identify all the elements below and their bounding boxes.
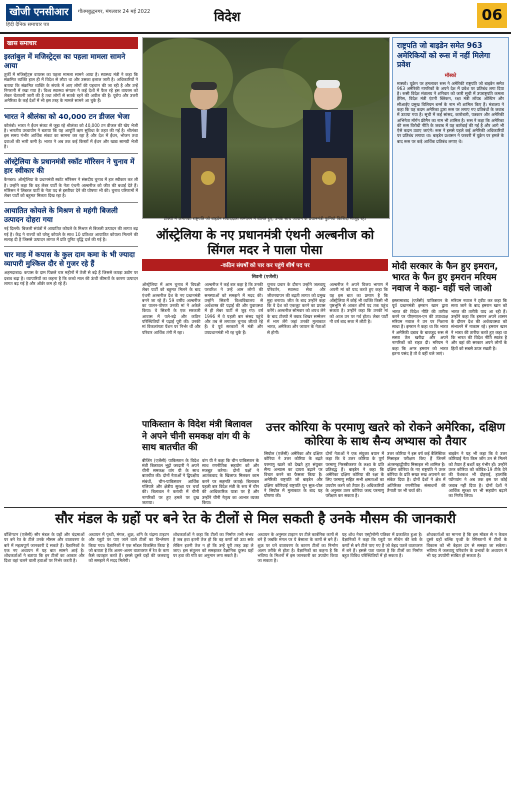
- brief-item: [4, 250, 138, 286]
- divider: [4, 507, 507, 508]
- story-column: यह शोध नेचर एस्ट्रोनॉमी पत्रिका में प्रकाशित हुआ है। वैज्ञानिकों ने कहा कि प्लूटो पर मीथेन की बर्फ के कणों से बने टीले पाए गए हैं जो बेहद पतले वातावरण में बने हैं। इससे पता चलता है कि टीलों का निर्माण बहुत विविध परिस्थितियों में हो सकता है।: [342, 532, 423, 559]
- lead-column: चुनाव प्रचार के दौरान उन्होंने जलवायु परिवर्तन, स्वास्थ्य सेवा और जीवनयापन की बढ़ती लागत को प्रमुख मुद्दा बनाया। जीत के बाद उन्होंने कहा कि वे देश को एकजुट करने का प्रयास करेंगे। अल्बनीज सोमवार को शपथ लेने के बाद टोक्यो में क्वाड शिखर सम्मेलन में भाग लेंगे जहां उनकी मुलाकात भारत, अमेरिका और जापान के नेताओं से होगी।: [267, 282, 326, 335]
- lead-headline: ऑस्ट्रेलिया के नए प्रधानमंत्री एंथनी अल्बनीज को सिंगल मदर ने पाला पोसा: [156, 227, 374, 257]
- brief-text: अहमदाबाद। कपास के दाम पिछले चार महीनों में तेजी से बढ़े हैं जिससे कपड़ा उद्योग पर दबाव बढ़ा है। व्यापारियों का कहना है कि कच्चे माल की ऊंची कीमतों के कारण उत्पादन लागत बढ़ गई है और ऑर्डर कम हो रहे हैं।: [4, 270, 138, 286]
- story-sand-dunes: [4, 511, 507, 564]
- sidebar-headline: राष्ट्रपति जो बाइडेन समेत 963 अमेरिकियों को रूस में नहीं मिलेगा प्रवेश: [397, 41, 491, 69]
- story-column: शोधकर्ताओं का मानना है कि इस मॉडल से न केवल दूसरे ग्रहों बल्कि पृथ्वी के रेगिस्तानों में टीलों के विकास को भी बेहतर ढंग से समझा जा सकेगा। भविष्य में जलवायु परिवर्तन के प्रभावों के अध्ययन में भी यह उपयोगी साबित हो सकता है।: [426, 532, 507, 559]
- sidebar-story-russia: [392, 37, 509, 257]
- brief-item: [4, 206, 138, 242]
- lead-story: [142, 227, 388, 335]
- story-imran-body: [392, 298, 507, 356]
- brief-title: आयातित कोयले के मिश्रण से महंगी बिजली उत्पादन दोहरा गया: [4, 206, 118, 225]
- sidebar-body: मास्को। यूक्रेन पर हमलावर रूस ने अमेरिकी राष्ट्रपति जो बाइडेन समेत 963 अमेरिकी नागरिकों के अपने देश में प्रवेश पर प्रतिबंध लगा दिया है। रूसी विदेश मंत्रालय ने शनिवार को जारी सूची में उपराष्ट्रपति कमला हैरिस, विदेश मंत्री एंटनी ब्लिंकन, रक्षा मंत्री लॉयड ऑस्टिन और सीआईए प्रमुख विलियम बर्न्स के नाम भी शामिल किए हैं। मंत्रालय ने कहा कि यह कदम अमेरिका द्वारा रूस पर लगाए गए प्रतिबंधों के जवाब में उठाया गया है। सूची में कई सांसद, कारोबारी, पत्रकार और अमेरिकी अभिनेता मॉर्गन फ्रीमैन का नाम भी शामिल है। रूस ने कहा कि अमेरिका की रूस विरोधी नीति के जवाब में यह कार्रवाई की गई है और आगे भी ऐसे कदम उठाए जाएंगे। रूस ने इससे पहले कई अमेरिकी अधिकारियों पर प्रतिबंध लगाया था। बाइडेन प्रशासन ने फरवरी में यूक्रेन पर हमले के बाद रूस पर कड़े आर्थिक प्रतिबंध लगाए थे।: [397, 80, 504, 144]
- story-bilawal: [142, 420, 259, 505]
- lead-column: ऑस्ट्रेलिया में आम चुनाव में विपक्षी लेबर पार्टी को बहुमत मिलने के बाद एंथनी अल्बनीज देश के नए प्रधानमंत्री बनने जा रहे हैं। 59 वर्षीय अल्बनीज का पालन-पोषण उनकी मां ने अकेले किया। वे सिडनी के एक सरकारी आवास में पले-बढ़े और कठिन परिस्थितियों में पढ़ाई पूरी की। उनकी मां विकलांगता पेंशन पर निर्भर थीं और परिवार आर्थिक तंगी में रहा।: [142, 282, 201, 335]
- brief-text: कैनबरा। ऑस्ट्रेलिया के प्रधानमंत्री स्कॉट मॉरिसन ने संसदीय चुनाव में हार स्वीकार कर ली है। उन्होंने कहा कि वह लेबर पार्टी के नेता एंथनी अल्बनीज को जीत की बधाई देते हैं। मॉरिसन ने लिबरल पार्टी के नेता पद से इस्तीफा देने की घोषणा भी की। चुनाव परिणामों में लेबर पार्टी को बहुमत मिलता दिख रहा है।: [4, 177, 138, 199]
- story-column: सियोल (एजेंसी) अमेरिका और दक्षिण कोरिया ने उत्तर कोरिया के बढ़ते परमाणु खतरे को देखते हुए संयुक्त सैन्य अभ्यास का दायरा बढ़ाने पर विचार करने का फैसला किया है। अमेरिकी राष्ट्रपति जो बाइडेन और दक्षिण कोरियाई राष्ट्रपति यून सुक-योल ने सियोल में मुलाकात के बाद यह घोषणा की।: [264, 451, 323, 499]
- story-column: शोधकर्ताओं ने कहा कि टीलों का निर्माण तभी संभव है जब हवा इतनी तेज हो कि वह कणों को उठा सके लेकिन इतनी तेज न हो कि उन्हें पूरी तरह उड़ा ले जाए। इस संतुलन को समझकर वैज्ञानिक दूरस्थ ग्रहों पर हवा की गति का अनुमान लगा सकते हैं।: [173, 532, 254, 559]
- story-bilawal-headline: पाकिस्तान के विदेश मंत्री बिलावल ने अपने चीनी समकक्ष वांग यी के साथ बातचीत की: [142, 420, 253, 453]
- brief-title: ऑस्ट्रेलिया के प्रधानमंत्री स्कॉट मॉरिसन ने चुनाव में हार स्वीकार की: [4, 157, 135, 176]
- divider: [4, 202, 138, 203]
- story-column: बीजिंग (एजेंसी) पाकिस्तान के विदेश मंत्री बिलावल भुट्टो जरदारी ने अपने चीनी समकक्ष वांग यी के साथ बातचीत की। दोनों नेताओं ने द्विपक्षीय संबंधों, चीन-पाकिस्तान आर्थिक गलियारे और क्षेत्रीय सुरक्षा पर चर्चा की। बिलावल ने कराची में चीनी नागरिकों पर हुए हमले पर दुख जताया।: [142, 457, 199, 505]
- page-number: 06: [477, 3, 507, 28]
- story-bilawal-body: [142, 458, 259, 506]
- lead-photo: [142, 37, 390, 219]
- brief-text: कोलंबो। भारत ने ईंधन संकट से जूझ रहे श्रीलंका को 40,000 टन डीजल की खेप भेजी है। भारतीय उच्चायोग ने बताया कि यह आपूर्ति ऋण सुविधा के तहत की गई है। श्रीलंका इस समय गंभीर आर्थिक संकट का सामना कर रहा है और देश में ईंधन, भोजन तथा दवाओं की भारी कमी है। भारत ने अब तक कई किस्तों में ईंधन और खाद्य सामग्री भेजी है।: [4, 122, 138, 149]
- story-imran-headline: मोदी सरकार के फैन हुए इमरान, भारत के फैन हुए इमरान मरियम नवाज ने कहा- वहीं चले जाओ: [392, 262, 499, 294]
- brief-item: [4, 112, 138, 149]
- story-north-korea-headline: उत्तर कोरिया के परमाणु खतरे को रोकने अमेरिका, दक्षिण कोरिया के साथ सैन्य अभ्यास को तैयार: [266, 420, 505, 448]
- story-column: दोनों नेताओं ने एक संयुक्त बयान में कहा कि वे उत्तर कोरिया के पूर्ण परमाणु निरस्त्रीकरण के लक्ष्य के प्रति प्रतिबद्ध हैं। बाइडेन ने कहा कि अमेरिका दक्षिण कोरिया की रक्षा के लिए परमाणु सहित सभी क्षमताओं का उपयोग करने को तैयार है। अधिकारियों के अनुसार उत्तर कोरिया जल्द परमाणु परीक्षण कर सकता है।: [325, 451, 384, 499]
- lead-byline: सिडनी (एजेंसी): [251, 275, 279, 280]
- story-column: अध्ययन में पृथ्वी, मंगल, शुक्र, शनि के चंद्रमा टाइटन और प्लूटो पर पाए जाने वाले टीलों का विश्लेषण किया गया। वैज्ञानिकों ने एक मॉडल विकसित किया है जो बताता है कि अलग-अलग वातावरण में रेत के कण कैसे व्यवहार करते हैं। इससे दूसरे ग्रहों की जलवायु को समझने में मदद मिलेगी।: [88, 532, 169, 564]
- lead-column: अल्बनीज ने कई बार कहा है कि उनकी परवरिश ने उन्हें आम लोगों की समस्याओं को समझने में मदद की। उन्होंने सिडनी विश्वविद्यालय से अर्थशास्त्र की पढ़ाई की और युवावस्था में ही लेबर पार्टी से जुड़ गए। वर्ष 1996 में वे पहली बार संसद पहुंचे और तब से लगातार चुनाव जीतते रहे हैं। वे पूर्व सरकारों में मंत्री और उपप्रधानमंत्री भी रह चुके हैं।: [204, 282, 263, 335]
- story-column: उत्तर कोरिया ने इस वर्ष कई बैलिस्टिक मिसाइल परीक्षण किए हैं जिनमें अंतरमहाद्वीपीय मिसाइल भी शामिल है। दक्षिण कोरिया के नए राष्ट्रपति ने उत्तर कोरिया के प्रति सख्त रुख अपनाने का संकेत दिया है। दोनों देशों ने क्षेत्र में अतिरिक्त रणनीतिक संसाधनों की तैनाती पर भी चर्चा की।: [387, 451, 446, 494]
- masthead: [0, 0, 511, 34]
- brief-title: चार माह में कपास के कुल दाम कमा के भी ज्यादा व्यापारी मुश्किल दौर से गुजर रहे हैं: [4, 250, 135, 269]
- story-column: इस्लामाबाद (एजेंसी) पाकिस्तान के पूर्व प्रधानमंत्री इमरान खान द्वारा भारत की विदेश नीति की तारीफ करने पर पीएमएल-एन की उपाध्यक्ष मरियम नवाज ने उन पर निशाना साधा है। इमरान ने कहा था कि भारत ने अमेरिकी दबाव के बावजूद रूस से सस्ता तेल खरीदा और अपने नागरिकों को राहत दी। मरियम ने कहा कि अगर इमरान को भारत इतना पसंद है तो वे वहीं चले जाएं।: [392, 298, 448, 356]
- story-column: वांग यी ने कहा कि चीन पाकिस्तान के साथ रणनीतिक सहयोग को और मजबूत करेगा। दोनों पक्षों ने आतंकवाद के खिलाफ मिलकर काम करने पर सहमति जताई। बिलावल पहली बार विदेश मंत्री के रूप में चीन की आधिकारिक यात्रा पर हैं और उन्होंने चीनी नेतृत्व का आभार व्यक्त किया।: [202, 457, 259, 505]
- briefs-tag: खास समाचार: [4, 37, 138, 49]
- story-sand-dunes-headline: सौर मंडल के ग्रहों पर बने रेत के टीलों से मिल सकती है उनके मौसम की जानकारी: [55, 511, 456, 527]
- logo-subtitle: हिंदी दैनिक समाचार पत्र: [6, 22, 50, 28]
- lead-kicker: -कठिन संघर्षों को पार कर पहुंचे शीर्ष पद पर: [142, 259, 388, 271]
- divider: [4, 153, 138, 154]
- left-briefs-column: [4, 37, 138, 505]
- photo-caption: टोक्यो में अमेरिकी राष्ट्रपति जो बाइडेन संवाददाता सम्मेलन में बोलते हुए, उनके साथ जापान के प्रधानमंत्री फुमियो किशिदा मौजूद रहे।: [163, 217, 367, 222]
- brief-item: [4, 52, 138, 104]
- story-column: मरियम नवाज ने ट्वीट कर कहा कि सत्ता जाने के बाद इमरान खान को भारत की तारीफें याद आ रही हैं। उन्होंने कहा कि इमरान अपने शासन के दौरान देश की अर्थव्यवस्था को संभालने में नाकाम रहे। इमरान खान ने भारत की तारीफ करते हुए कहा था कि भारत की विदेश नीति स्वतंत्र है और वहां की सरकार अपने लोगों के हितों को सबसे ऊपर रखती है।: [451, 298, 507, 351]
- newspaper-logo: खोजी एनसीआर: [6, 4, 72, 21]
- story-column: अध्ययन के अनुसार टाइटन पर टीले कार्बनिक कणों से बने हैं जबकि मंगल पर ये बेसाल्ट के कणों से बने हैं। शुक्र पर घने वातावरण के कारण टीलों का निर्माण अलग तरीके से होता है। वैज्ञानिकों का कहना है कि भविष्य के मिशनों में इस जानकारी का उपयोग किया जा सकता है।: [257, 532, 338, 564]
- story-column: बाइडेन ने यह भी कहा कि वे उत्तर कोरियाई नेता किम जोंग उन से मिलने को तैयार हैं बशर्ते वह गंभीर हों। उन्होंने उत्तर कोरिया को कोविड-19 टीके देने की पेशकश भी दोहराई, हालांकि प्योंगयांग ने अब तक इस पर कोई जवाब नहीं दिया है। दोनों देशों ने आर्थिक सुरक्षा पर भी सहयोग बढ़ाने का निर्णय लिया।: [448, 451, 507, 499]
- lead-column: अल्बनीज ने अपने विजय भाषण में अपनी मां को याद करते हुए कहा कि यह इस बात का प्रमाण है कि ऑस्ट्रेलिया में कोई भी व्यक्ति किसी भी पृष्ठभूमि से आकर शीर्ष पद तक पहुंच सकता है। उन्होंने कहा कि उनकी मां को आज उन पर गर्व होता। लेबर पार्टी नौ वर्ष बाद सत्ता में लौटी है।: [329, 282, 388, 325]
- lead-body: [142, 282, 388, 335]
- edition-date: गौतमबुद्धनगर, मंगलवार 24 मई 2022: [78, 9, 151, 15]
- brief-text: तुर्की में मजिस्ट्रेट्स वायरस का पहला मामला सामने आया है। स्वास्थ्य मंत्री ने कहा कि संक्रमित व्यक्ति हाल ही में विदेश से लौटा था और उसका इलाज जारी है। अधिकारियों ने बताया कि संक्रमित व्यक्ति के संपर्क में आए लोगों की पहचान की जा रही है और उन्हें निगरानी में रखा गया है। विश्व स्वास्थ्य संगठन ने कई देशों में फैल रहे इस वायरस को लेकर चेतावनी जारी की है तथा लोगों से सतर्क रहने की अपील की है। यूरोप और उत्तरी अमेरिका के कई देशों में भी इस तरह के मामले सामने आ चुके हैं।: [4, 72, 138, 104]
- story-sand-dunes-body: [4, 532, 507, 564]
- brief-title: भारत ने श्रीलंका को 40,000 टन डीजल भेजा: [4, 111, 130, 121]
- story-imran: [392, 262, 507, 356]
- brief-text: नई दिल्ली। बिजली संयंत्रों में आयातित कोयले के मिश्रण से बिजली उत्पादन की लागत बढ़ गई है। केंद्र ने राज्यों को घरेलू कोयले के साथ 10 प्रतिशत आयातित कोयला मिलाने की सलाह दी है जिससे उत्पादन लागत में प्रति यूनिट वृद्धि दर्ज की गई है।: [4, 226, 138, 243]
- divider: [4, 108, 138, 109]
- section-title: विदेश: [214, 10, 241, 25]
- story-north-korea-body: [264, 451, 507, 499]
- sidebar-dateline: मॉस्को: [444, 72, 457, 79]
- press-conference-photo: [143, 38, 389, 218]
- brief-item: [4, 157, 138, 198]
- story-north-korea: [264, 420, 507, 499]
- brief-title: इस्तांबुल में मजिस्ट्रेट्स का पहला मामला सामने आया: [4, 52, 126, 70]
- divider: [4, 246, 138, 247]
- story-column: वॉशिंगटन (एजेंसी) सौर मंडल के ग्रहों और चंद्रमाओं पर बने रेत के टीले उनके मौसम और वातावरण के बारे में महत्वपूर्ण जानकारी दे सकते हैं। वैज्ञानिकों के एक नए अध्ययन में यह बात सामने आई है। शोधकर्ताओं ने बताया कि इन टीलों का आकार और दिशा वहां चलने वाली हवाओं पर निर्भर करती है।: [4, 532, 85, 564]
